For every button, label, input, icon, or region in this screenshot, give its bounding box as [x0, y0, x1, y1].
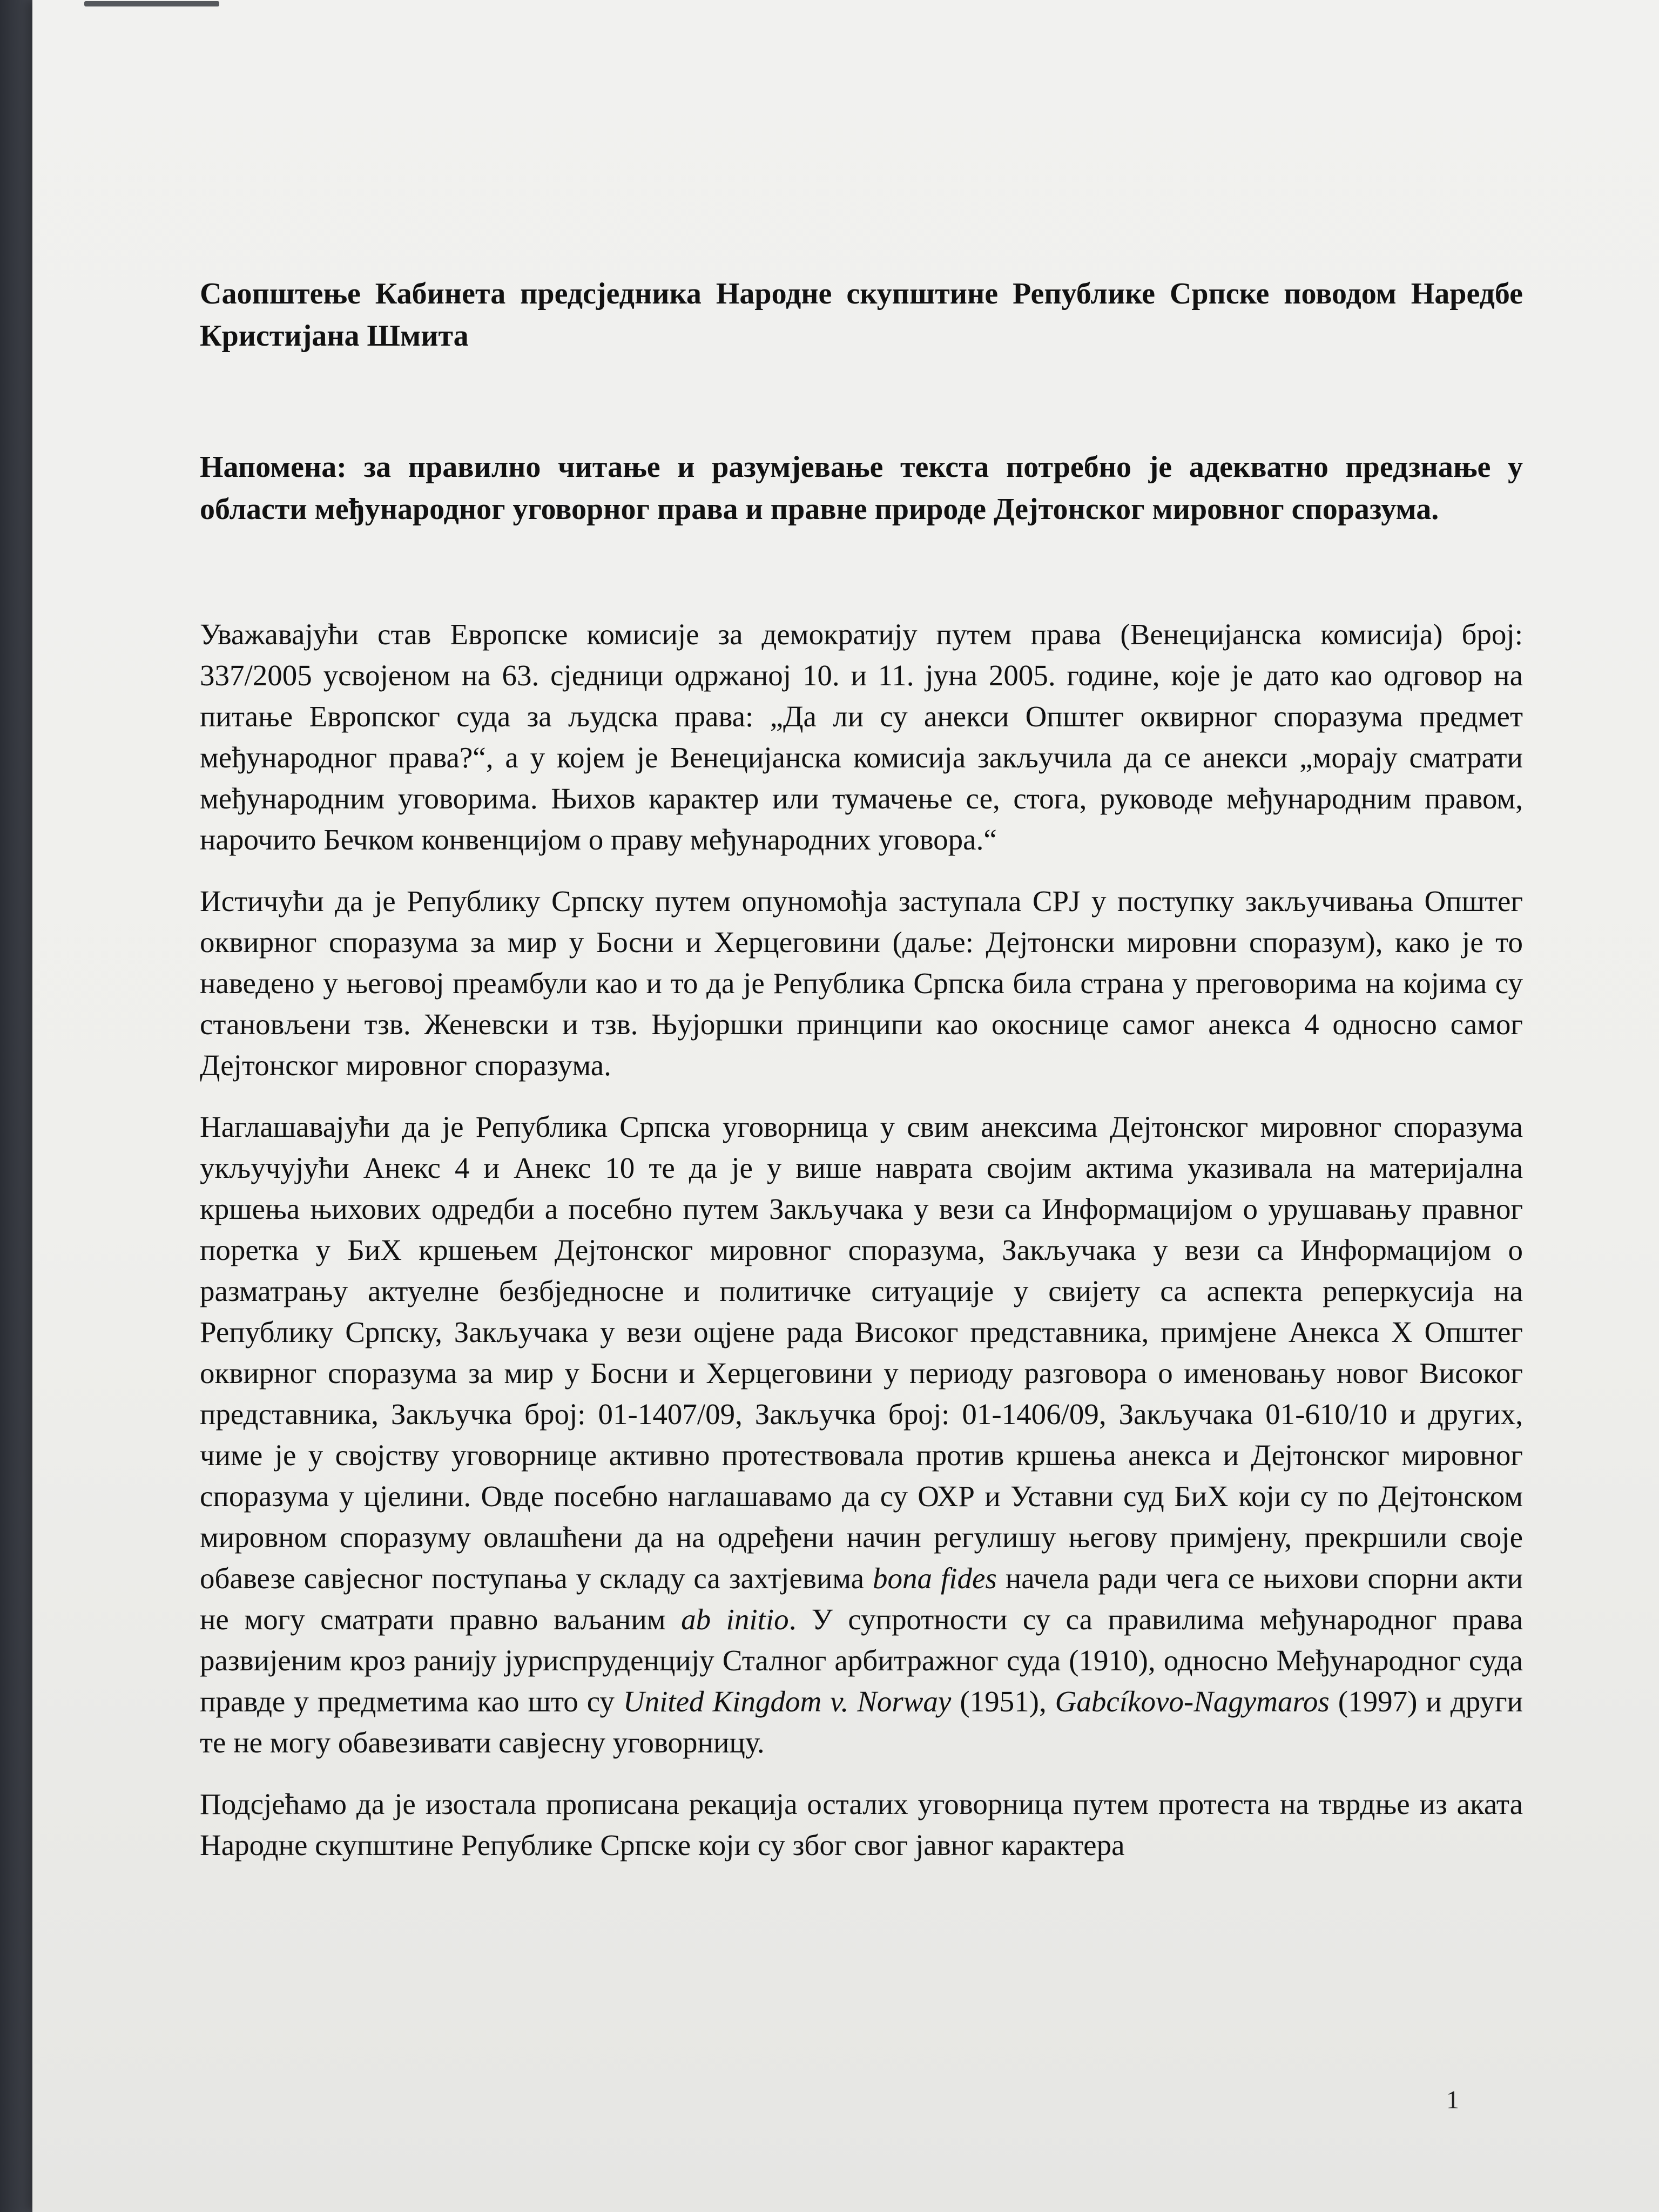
paragraph-3	[200, 1107, 1523, 1763]
paragraph-3-text-4: (1951),	[951, 1685, 1055, 1718]
italic-case-uk-v-norway: United Kingdom v. Norway	[623, 1685, 952, 1718]
paragraph-3-text-3: . У супротности су са правилима међународног права развијеним кроз ранију јуриспруденцију Сталног арбитражног суда (1910), односно Међународног суда правде у предметима као што су	[200, 1603, 1523, 1718]
document-body	[200, 273, 1523, 1886]
reading-note: Напомена: за правилно читање и разумјевање текста потребно је адекватно предзнање у области међународног уговорног права и правне природе Дејтонског мировног споразума.	[200, 450, 1523, 526]
italic-term-bona-fides: bona fides	[873, 1562, 997, 1595]
paragraph-3-text-2: начела ради чега се њихови спорни акти не могу сматрати правно ваљаним	[200, 1562, 1523, 1636]
paragraph-3-text-1: Наглашавајући да је Република Српска уговорница у свим анексима Дејтонског мировног споразума укључујући Анекс 4 и Анекс 10 те да је у више наврата својим актима указивала на материјална кршења њихових одредби а посебно путем Закључака у вези са Информацијом о урушавању правног поретка у БиХ кршењем Дејтонског мировног споразума, Закључака у вези са Информацијом о разматрању актуелне безбједносне и политичке ситуације у свијету са аспекта реперкусија на Републику Српску, Закључака у вези оцјене рада Високог представника, примјене Анекса X Општег оквирног споразума за мир у Босни и Херцеговини у периоду разговора о именовању новог Високог представника, Закључка број: 01-1407/09, Закључка број: 01-1406/09, Закључака 01-610/10 и других, чиме је у својству уговорнице активно протествовала против кршења анекса и Дејтонског мировног споразума у цјелини. Овде посебно наглашавамо да су ОХР и Уставни суд БиХ који су по Дејтонском мировном споразуму овлашћени да на одређени начин регулишу његову примјену, прекршили своје обавезе савјесног поступања у складу са захтјевима	[200, 1110, 1523, 1595]
italic-term-ab-initio: ab initio	[681, 1603, 789, 1636]
italic-case-gabcikovo: Gabcíkovo-Nagymaros	[1055, 1685, 1330, 1718]
paragraph-2: Истичући да је Републику Српску путем опуномоћја заступала СРЈ у поступку закључивања Општег оквирног споразума за мир у Босни и Херцеговини (даље: Дејтонски мировни споразум), како је то наведено у његовој преамбули као и то да је Република Српска била страна у преговорима на којима су становљени тзв. Женевски и тзв. Њујоршки принципи као окоснице самог анекса 4 односно самог Дејтонског мировног споразума.	[200, 885, 1523, 1082]
paragraph-4: Подсјећамо да је изостала прописана рекација осталих уговорница путем протеста на тврдње из аката Народне скупштине Републике Српске који су због свог јавног карактера	[200, 1788, 1523, 1862]
page-number: 1	[1446, 2086, 1459, 2114]
paragraph-3-text-5: (1997) и други те не могу обавезивати савјесну уговорницу.	[200, 1685, 1523, 1759]
document-title: Саопштење Кабинета предсједника Народне скупштине Републике Српске поводом Наредбе Кристијана Шмита	[200, 277, 1523, 353]
staple	[84, 1, 219, 6]
paragraph-1: Уважавајући став Европске комисије за демократију путем права (Венецијанска комисија) број: 337/2005 усвојеном на 63. сједници одржаној 10. и 11. јуна 2005. године, које је дато као одговор на питање Европског суда за људска права: „Да ли су анекси Општег оквирног споразума предмет међународног права?“, а у којем је Венецијанска комисија закључила да се анекси „морају сматрати међународним уговорима. Њихов карактер или тумачење се, стога, руководе међународним правом, нарочито Бечком конвенцијом о праву међународних уговора.“	[200, 618, 1523, 856]
document-page	[32, 0, 1659, 2212]
